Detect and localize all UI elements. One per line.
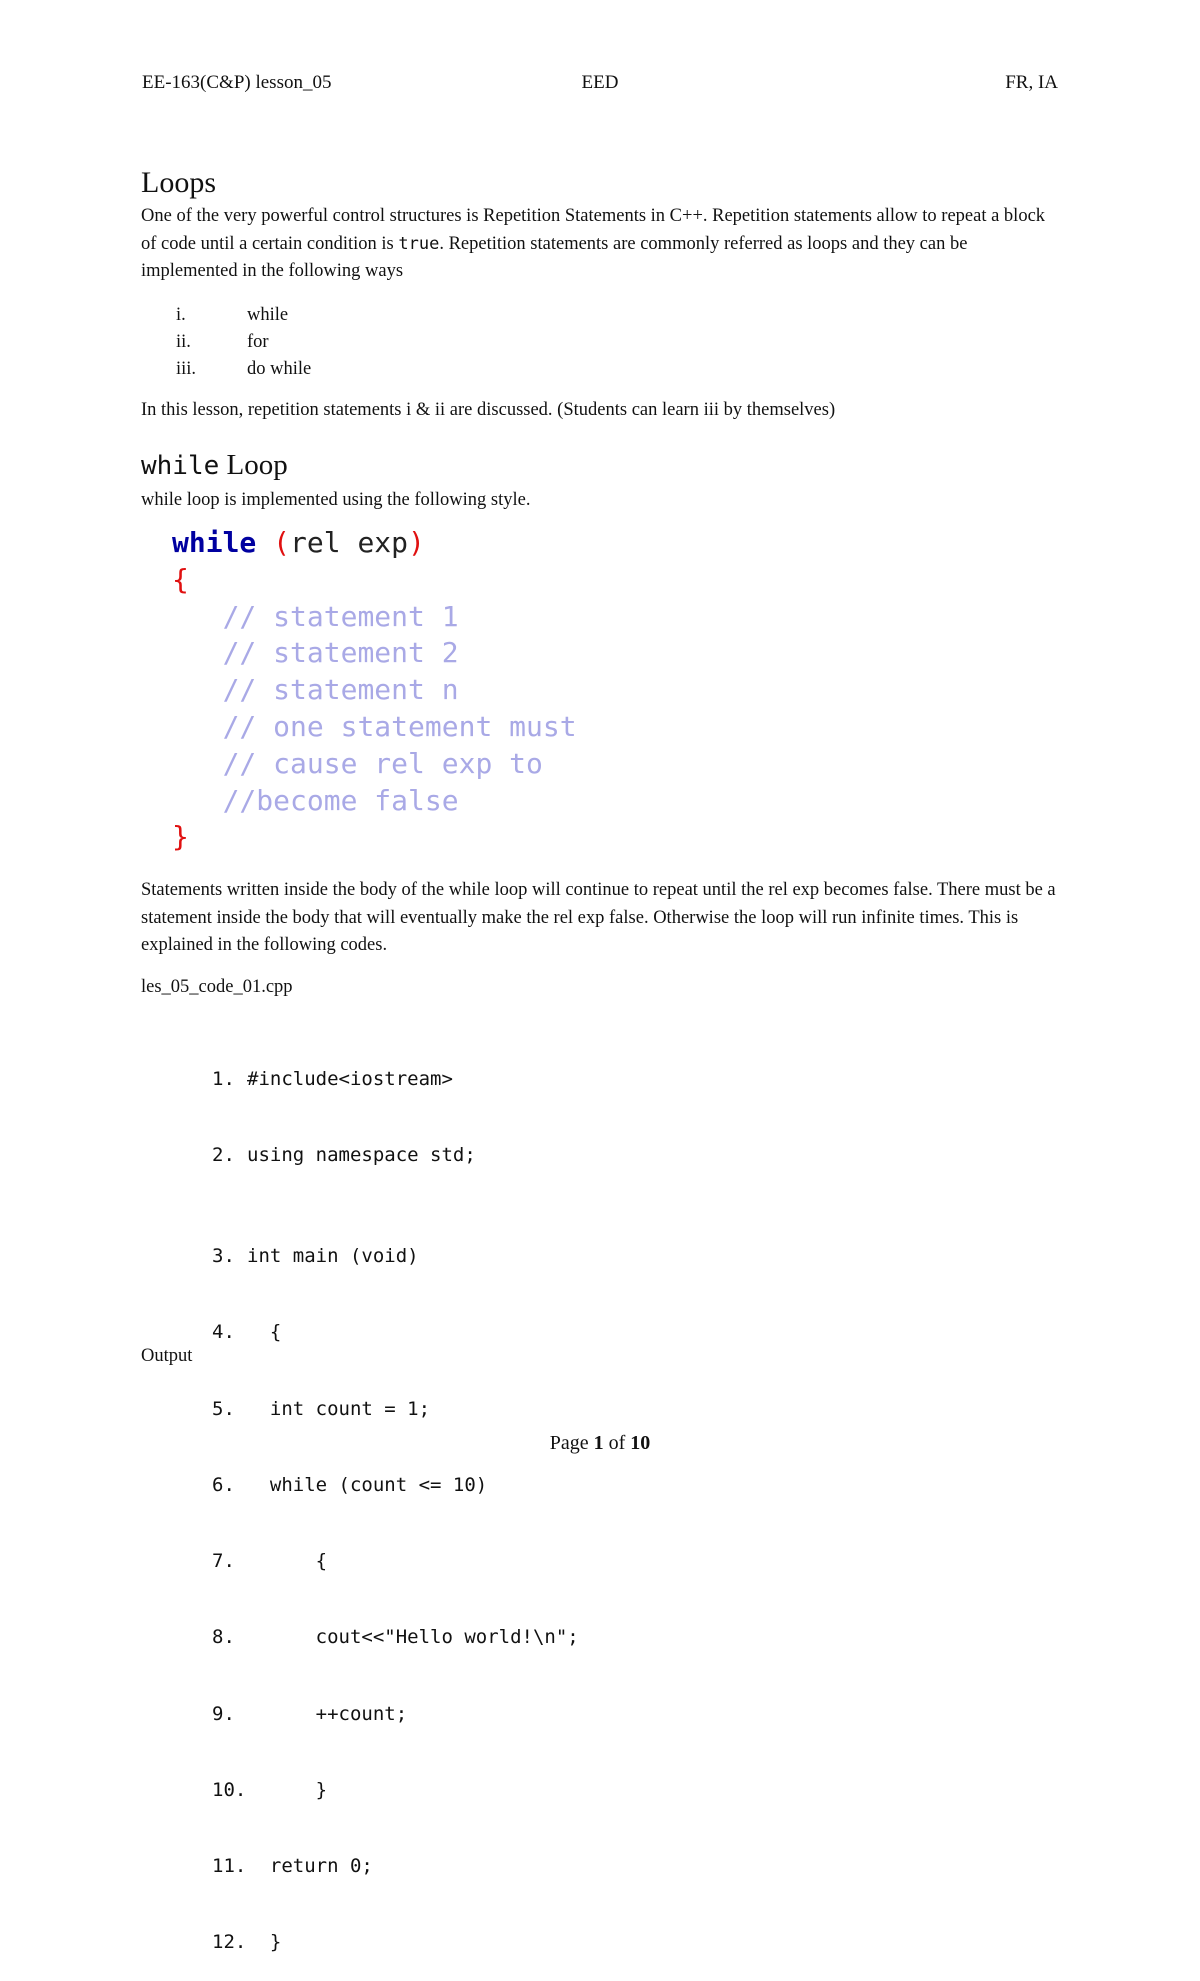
- while-intro: while loop is implemented using the following style.: [141, 490, 531, 510]
- list-item: i. while: [176, 305, 289, 325]
- code-line: 9. ++count;: [212, 1702, 408, 1725]
- code-line: 6. while (count <= 10): [212, 1473, 488, 1496]
- list-item: ii. for: [176, 332, 269, 352]
- code-line: 7. {: [212, 1550, 328, 1573]
- inline-code-true: true: [398, 233, 440, 254]
- while-explanation: Statements written inside the body of the while loop will continue to repeat until the rel exp becomes false. There must be a statement inside the body that will eventually make the rel exp false. Otherwise the loop will run infinite times. This is explained in the following codes.: [141, 880, 1056, 955]
- header-authors: FR, IA: [1005, 72, 1058, 93]
- code-line: 2. using namespace std;: [212, 1144, 476, 1167]
- code-line: 11. return 0;: [212, 1855, 373, 1877]
- section-title-while-loop: while Loop: [141, 449, 288, 481]
- while-syntax-block: while (rel exp) { // statement 1 // statement 2 // statement n // one statement must // cause rel exp to //become false }: [172, 526, 577, 854]
- code-filename: les_05_code_01.cpp: [141, 977, 293, 997]
- code-line: 5. int count = 1;: [212, 1397, 431, 1420]
- code-line: 10. }: [212, 1778, 328, 1801]
- code-line: 3. int main (void): [212, 1245, 419, 1268]
- section-title-loops: Loops: [141, 166, 216, 199]
- code-listing: [212, 1016, 579, 1981]
- lesson-note: In this lesson, repetition statements i & ii are discussed. (Students can learn iii by themselves): [141, 400, 836, 420]
- header-department: EED: [581, 72, 619, 93]
- intro-paragraph: One of the very powerful control structures is Repetition Statements in C++. Repetition statements allow to repeat a block of code until a certain condition is true. Repetition statements are commonly referred as loops and they can be implemented in the following ways: [141, 206, 1046, 281]
- list-item: iii. do while: [176, 359, 312, 379]
- code-line: 12. }: [212, 1931, 282, 1954]
- code-line: 4. {: [212, 1321, 282, 1344]
- code-line: 8. cout<<"Hello world!\n";: [212, 1626, 579, 1649]
- loop-types-list: [176, 302, 311, 383]
- code-line: 1. #include<iostream>: [212, 1067, 453, 1090]
- header-course: EE-163(C&P) lesson_05: [142, 72, 332, 93]
- page-number: Page 1 of 10: [549, 1432, 651, 1454]
- output-label: Output: [141, 1346, 193, 1366]
